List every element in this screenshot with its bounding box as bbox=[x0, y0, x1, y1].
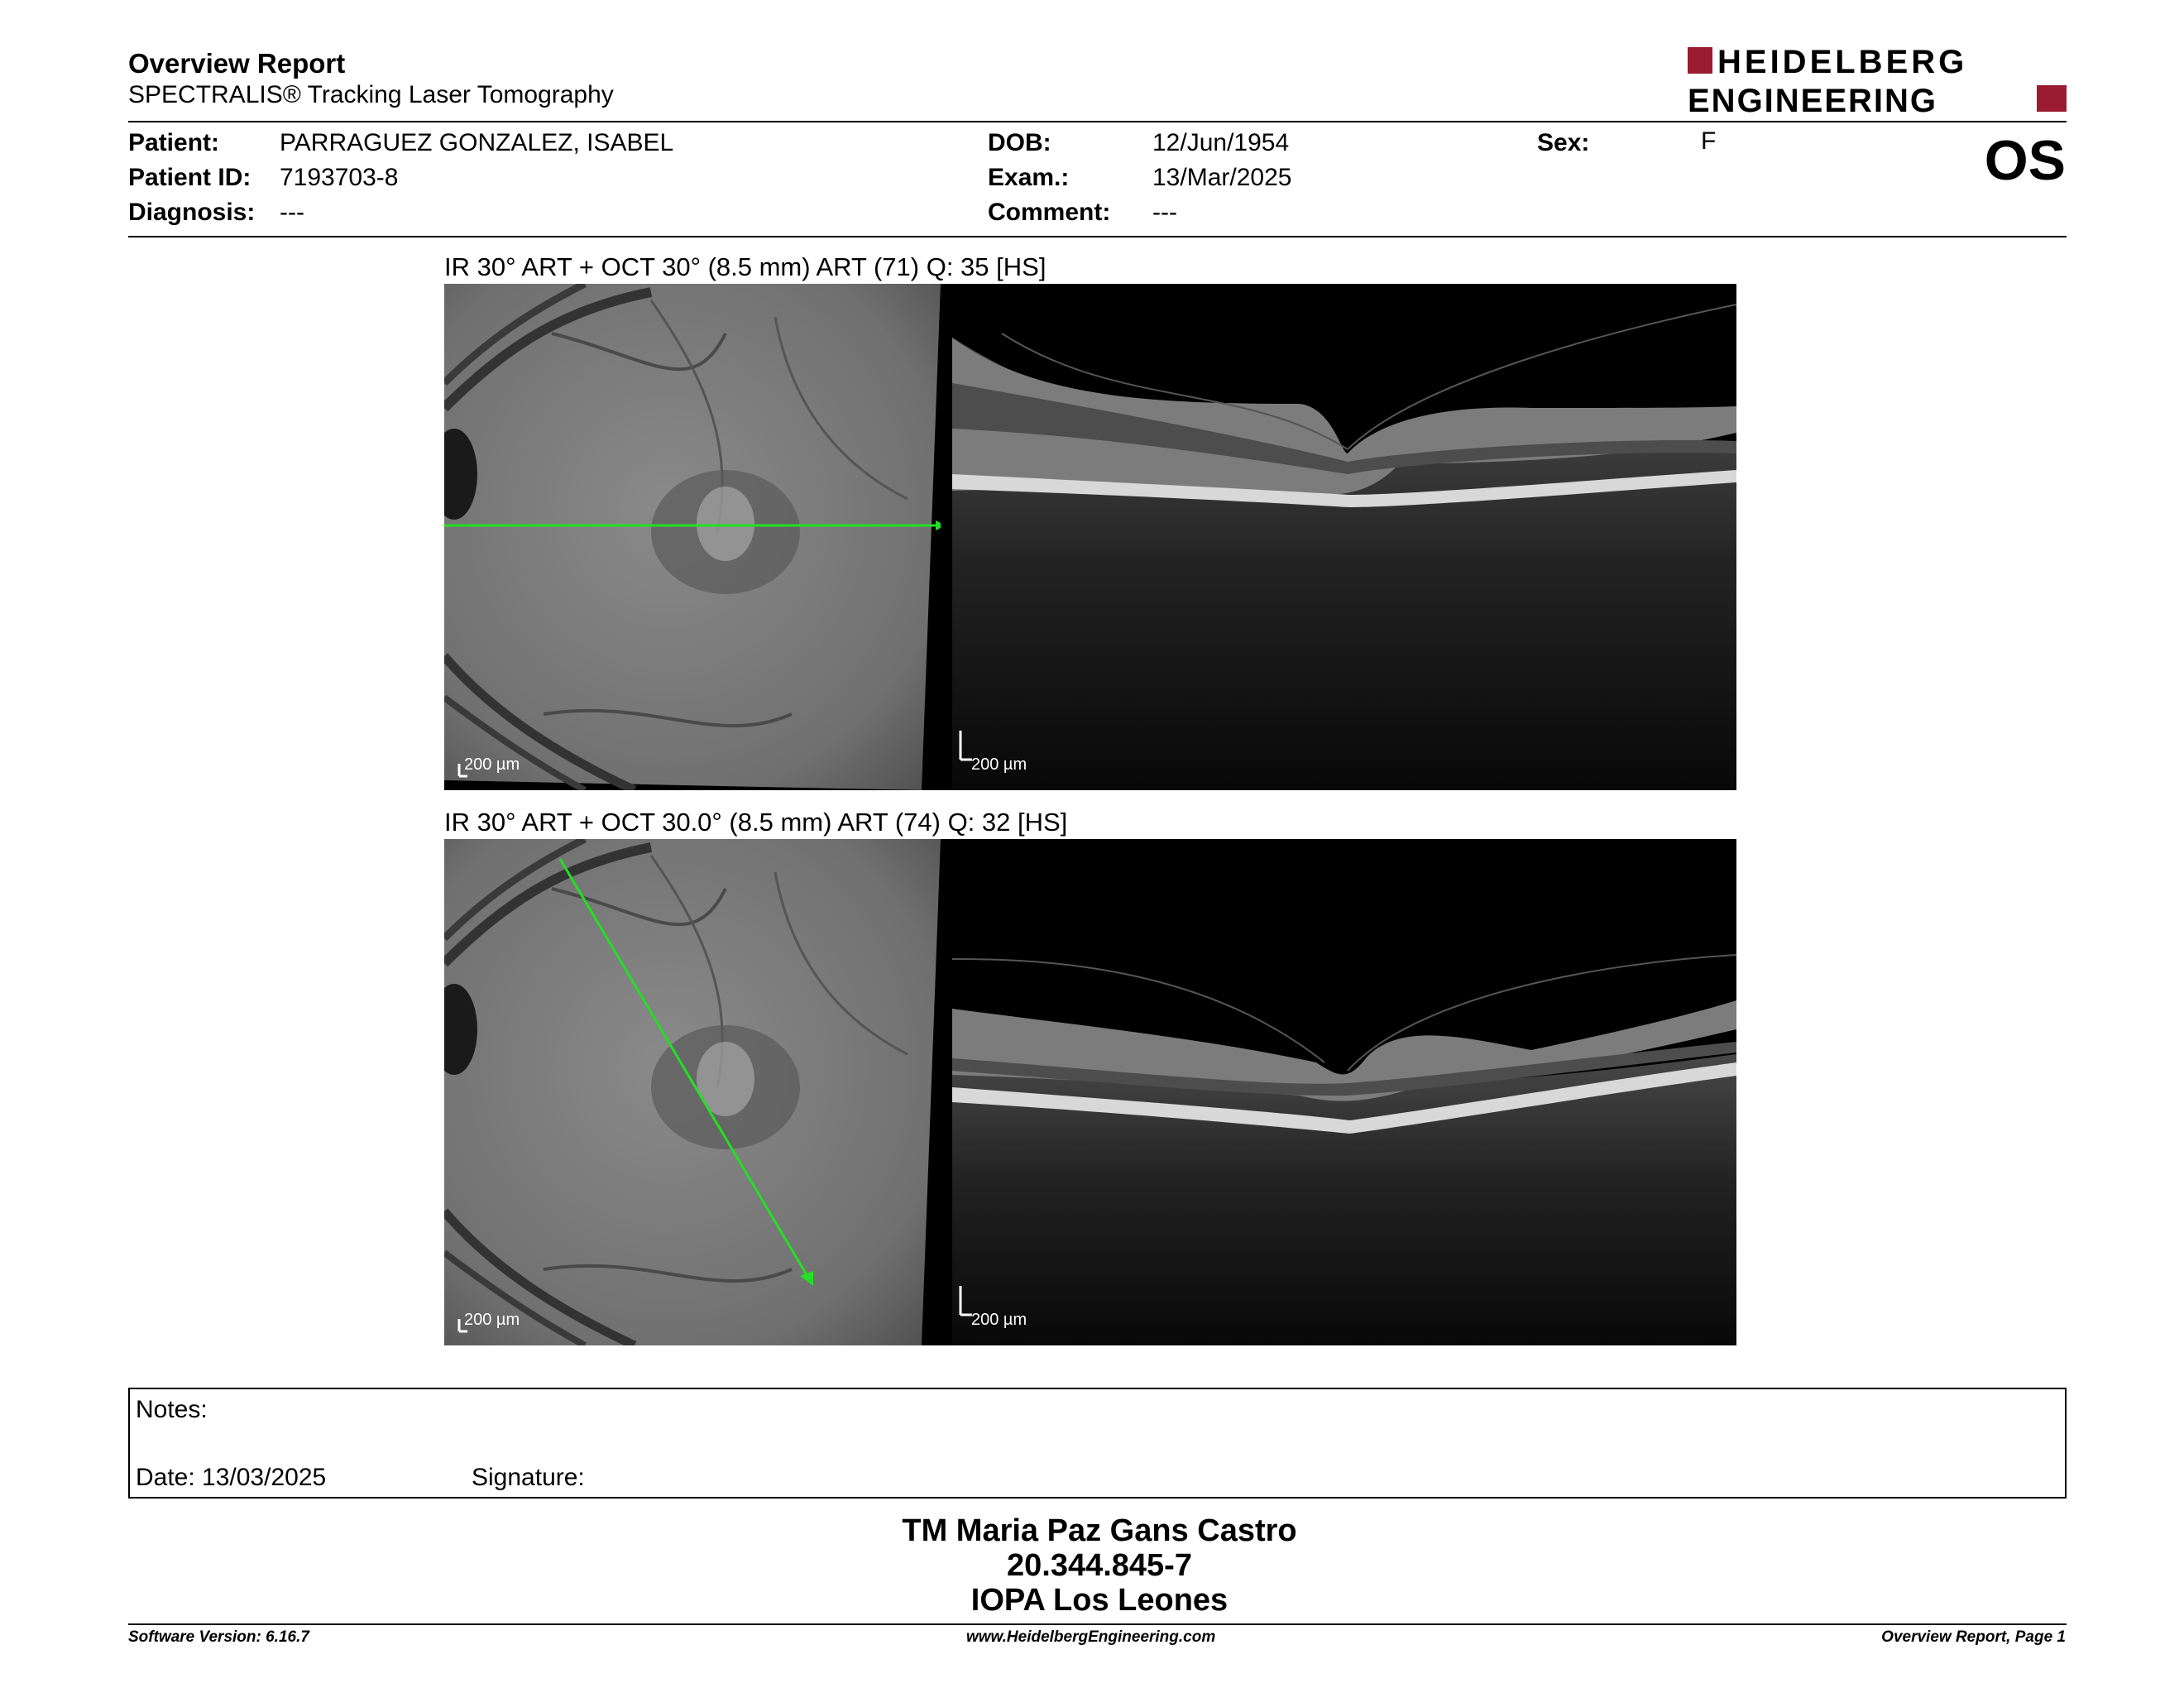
scan2-oct-scale: 200 µm bbox=[971, 1311, 1027, 1329]
dob-value: 12/Jun/1954 bbox=[1152, 129, 1290, 156]
patient-divider bbox=[128, 236, 2067, 237]
eye-indicator: OS bbox=[1984, 129, 2066, 192]
scan2-fundus-image bbox=[444, 839, 941, 1345]
patient-id: 7193703-8 bbox=[280, 164, 399, 191]
notes-label: Notes: bbox=[136, 1396, 208, 1423]
signature-label: Signature: bbox=[472, 1464, 585, 1491]
scan2-oct-bscan bbox=[952, 839, 1736, 1345]
diagnosis-label: Diagnosis: bbox=[128, 199, 256, 226]
header-divider bbox=[128, 121, 2067, 122]
software-version: Software Version: 6.16.7 bbox=[128, 1628, 309, 1646]
scan1-panel bbox=[444, 284, 1736, 790]
comment-value: --- bbox=[1152, 199, 1177, 226]
patient-name: PARRAGUEZ GONZALEZ, ISABEL bbox=[280, 129, 674, 156]
scan1-fundus-scale: 200 µm bbox=[464, 755, 520, 774]
scan2-fundus-scale: 200 µm bbox=[464, 1311, 520, 1329]
logo-line2: ENGINEERING bbox=[1688, 83, 1938, 116]
logo-line1: HEIDELBERG bbox=[1717, 46, 1968, 80]
scan2-panel bbox=[444, 839, 1736, 1345]
page-indicator: Overview Report, Page 1 bbox=[1881, 1628, 2066, 1646]
heidelberg-logo bbox=[1688, 46, 2067, 116]
website-link[interactable]: www.HeidelbergEngineering.com bbox=[966, 1628, 1216, 1646]
sex-value: F bbox=[1701, 127, 1717, 155]
exam-label: Exam.: bbox=[988, 164, 1070, 191]
comment-label: Comment: bbox=[988, 199, 1111, 226]
signer-clinic: IOPA Los Leones bbox=[970, 1583, 1228, 1618]
signer-name: TM Maria Paz Gans Castro bbox=[902, 1513, 1297, 1548]
report-title: Overview Report bbox=[128, 48, 346, 79]
diagnosis-value: --- bbox=[280, 199, 304, 226]
exam-value: 13/Mar/2025 bbox=[1152, 164, 1292, 191]
signer-rut: 20.344.845-7 bbox=[1007, 1548, 1192, 1583]
scan1-oct-scale: 200 µm bbox=[971, 755, 1027, 774]
report-subtitle: SPECTRALIS® Tracking Laser Tomography bbox=[128, 81, 614, 108]
notes-date: Date: 13/03/2025 bbox=[136, 1464, 327, 1491]
scan2-title: IR 30° ART + OCT 30.0° (8.5 mm) ART (74) Q: 32 [HS] bbox=[444, 808, 1068, 837]
dob-label: DOB: bbox=[988, 129, 1051, 156]
scan1-title: IR 30° ART + OCT 30° (8.5 mm) ART (71) Q: 35 [HS] bbox=[444, 252, 1046, 281]
patient-id-label: Patient ID: bbox=[128, 164, 251, 191]
notes-box bbox=[128, 1388, 2067, 1499]
scan1-fundus-image bbox=[444, 284, 941, 790]
footer-divider bbox=[128, 1623, 2067, 1625]
patient-label: Patient: bbox=[128, 129, 220, 156]
sex-label: Sex: bbox=[1537, 129, 1590, 156]
scan1-oct-bscan bbox=[952, 284, 1736, 790]
